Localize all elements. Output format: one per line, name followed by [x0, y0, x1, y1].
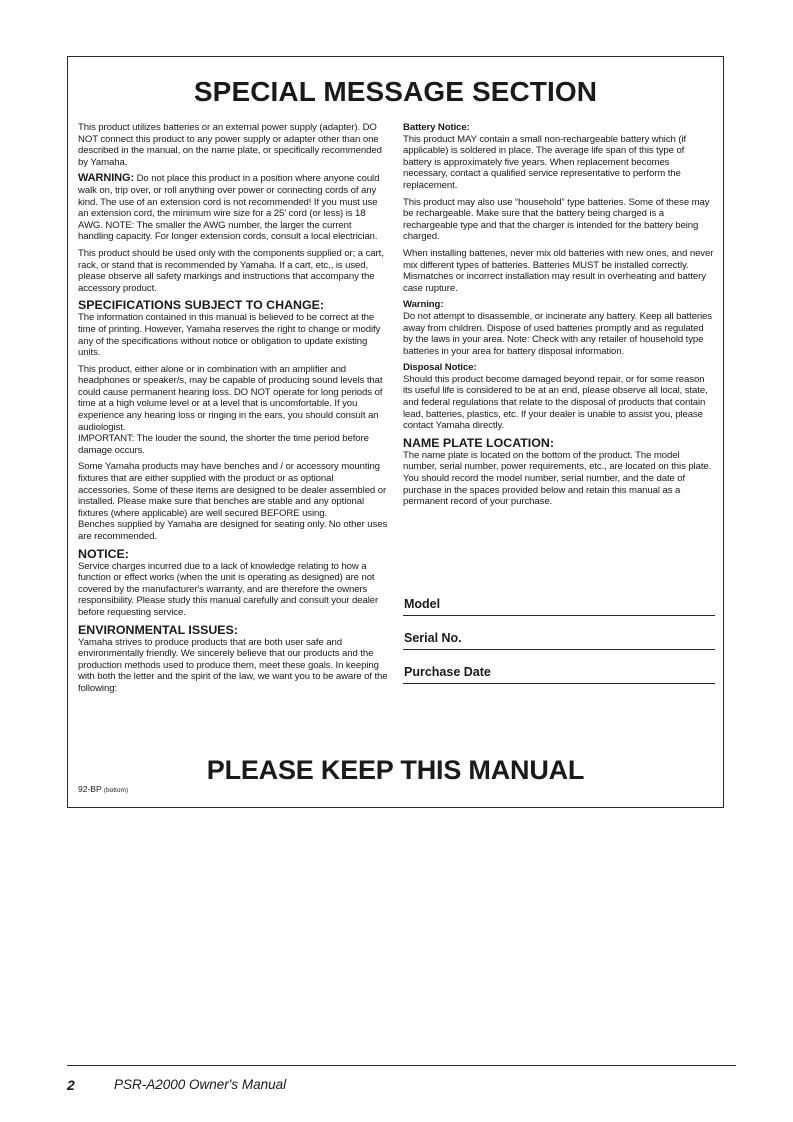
footer-divider: [67, 1065, 736, 1066]
battery-notice-heading: Battery Notice:: [403, 122, 470, 133]
left-column: [78, 122, 388, 700]
right-column: [403, 122, 715, 513]
serial-number-label: Serial No.: [404, 631, 462, 645]
hearing-paragraph: This product, either alone or in combination with an amplifier and headphones or speaker/s, may be capable of producing sound levels that could cause permanent hearing loss. DO NOT operate for long periods of time at a high volume level or at a level that is uncomfortable. If you experience any hearing loss or ringing in the ears, you should consult an audiologist.: [78, 363, 383, 433]
power-supply-paragraph: This product utilizes batteries or an external power supply (adapter). DO NOT connect this product to any power supply or adapter other than one described in the manual, on the name plate, or specifically recommended by Yamaha.: [78, 122, 382, 168]
environmental-heading: ENVIRONMENTAL ISSUES:: [78, 622, 238, 637]
page-title: SPECIAL MESSAGE SECTION: [193, 76, 598, 107]
household-battery-paragraph: This product may also use “household” type batteries. Some of these may be rechargeable. Make sure that the battery being charged is a rechargeable type and that the charger is intended for the battery being charged.: [403, 196, 710, 243]
environmental-paragraph: Yamaha strives to produce products that are both user safe and environmentally friendly. We sincerely believe that our products and the production methods used to produce them, meet these goals. In keeping with both the letter and the spirit of the law, we want you to be aware of the following:: [78, 636, 388, 694]
notice-heading: NOTICE:: [78, 546, 129, 561]
benches-paragraph: Some Yamaha products may have benches and / or accessory mounting fixtures that are either supplied with the product or as optional accessories. Some of these items are designed to be dealer assembled or installed. Please make sure that benches are stable and any optional fixtures (where applicable) are well secured BEFORE using.: [78, 461, 387, 519]
name-plate-paragraph: The name plate is located on the bottom of the product. The model number, serial number, power requirements, etc., are located on this plate. You should record the model number, serial number, and the date of purchase in the spaces provided below and retain this manual as a permanent record of your purchase.: [403, 449, 712, 508]
special-message-box: [67, 56, 724, 808]
document-code-value: 92-BP: [78, 784, 102, 794]
battery-warning-heading: Warning:: [403, 299, 444, 311]
specs-heading: SPECIFICATIONS SUBJECT TO CHANGE:: [78, 298, 324, 313]
serial-number-field[interactable]: [403, 628, 715, 650]
name-plate-heading: NAME PLATE LOCATION:: [403, 435, 554, 450]
purchase-date-label: Purchase Date: [404, 665, 491, 679]
notice-paragraph: Service charges incurred due to a lack of knowledge relating to how a function or effect works (when the unit is operating as designed) are not covered by the manufacturer's warranty, and are therefore the owners responsibility. Please study this manual carefully and consult your dealer before requesting service.: [78, 560, 379, 618]
battery-notice-paragraph: This product MAY contain a small non-rechargeable battery which (if applicable) is soldered in place. The average life span of this type of battery is approximately five years. When replacement becomes necessary, contact a qualified service representative to perform the replacement.: [403, 133, 687, 191]
document-code: [78, 784, 128, 794]
keep-manual-banner: PLEASE KEEP THIS MANUAL: [206, 755, 585, 785]
model-field[interactable]: [403, 594, 715, 616]
warning-paragraph: [78, 173, 388, 243]
battery-warning-paragraph: Do not attempt to disassemble, or incinerate any battery. Keep all batteries away from children. Dispose of used batteries promptly and as regulated by the laws in your area. Note: Check with any retailer of household type batteries in your area for battery disposal information.: [403, 310, 712, 357]
specs-paragraph: The information contained in this manual is believed to be correct at the time of printing. However, Yamaha reserves the right to change or modify any of the specifications without notice or obligation to update existing units.: [78, 312, 381, 359]
warning-label: WARNING:: [78, 172, 135, 185]
model-label: Model: [404, 597, 441, 611]
important-paragraph: IMPORTANT: The louder the sound, the shorter the time period before damage occurs.: [78, 433, 369, 456]
purchase-date-field[interactable]: [403, 662, 715, 684]
document-code-note: (bottom): [103, 787, 129, 794]
manual-title: PSR-A2000 Owner's Manual: [114, 1077, 287, 1092]
benches-paragraph-2: Benches supplied by Yamaha are designed for seating only. No other uses are recommended.: [78, 519, 388, 542]
installing-batteries-paragraph: When installing batteries, never mix old batteries with new ones, and never mix different types of batteries. Batteries MUST be installed correctly. Mismatches or incorrect installation may result in overheating and battery case rupture.: [403, 247, 714, 294]
disposal-notice-heading: Disposal Notice:: [403, 362, 477, 374]
warning-text: Do not place this product in a position where anyone could walk on, trip over, or roll anything over power or connecting cords of any kind. The use of an extension cord is not recommended! If you must use an extension cord, the minimum wire size for a 25' cord (or less) is 18 AWG. NOTE: The smaller the AWG number, the larger the current handling capacity. For longer extension cords, consult a local electrician.: [78, 173, 380, 243]
page-number: 2: [67, 1077, 75, 1093]
cart-paragraph: This product should be used only with the components supplied or; a cart, rack, or stand that is recommended by Yamaha. If a cart, etc., is used, please observe all safety markings and instructions that accompany the accessory product.: [78, 247, 384, 294]
disposal-notice-paragraph: Should this product become damaged beyond repair, or for some reason its useful life is considered to be at an end, please observe all local, state, and federal regulations that relate to the disposal of products that contain lead, batteries, plastics, etc. If your dealer is unable to assist you, please contact Yamaha directly.: [403, 373, 708, 432]
